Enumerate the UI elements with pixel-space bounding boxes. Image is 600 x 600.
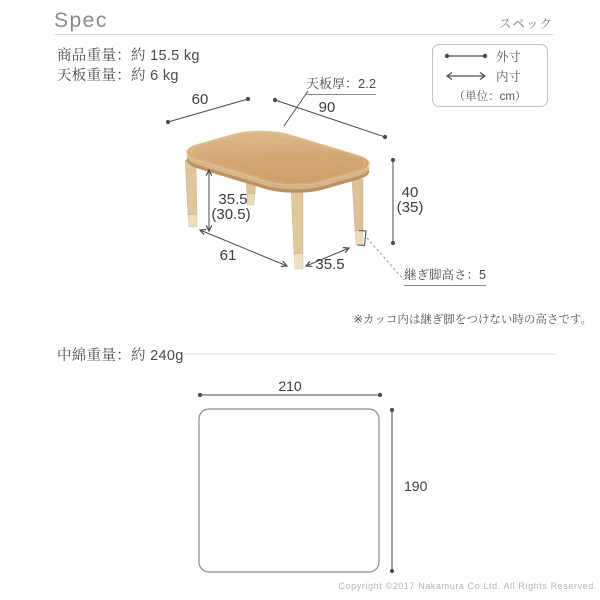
dim-clearance-alt-label: (30.5) xyxy=(211,206,251,223)
dim-clearance-label: 35.5 xyxy=(218,191,248,208)
legend-inner-row xyxy=(443,67,537,85)
futon-outline xyxy=(199,409,379,572)
futon-width-label: 210 xyxy=(278,378,302,394)
dim-inner-width-label: 61 xyxy=(219,247,237,264)
legend-outer-label: 外寸 xyxy=(496,49,522,64)
futon-height-label: 190 xyxy=(404,478,428,494)
filling-weight-text: 中綿重量：約 240g xyxy=(57,348,184,364)
outer-dimension-icon xyxy=(443,51,489,61)
product-weight-text: 商品重量：約 15.5 kg xyxy=(57,48,200,64)
copyright-text: Copyright ©2017 Nakamura Co.Ltd. All Rights Reserved. xyxy=(338,581,597,591)
header-divider xyxy=(55,34,553,35)
dim-height-alt-label: (35) xyxy=(396,199,424,216)
inner-dimension-icon xyxy=(443,71,489,81)
dimension-legend xyxy=(432,44,548,107)
page-title-ja: スペック xyxy=(498,17,553,31)
legend-outer-row xyxy=(443,47,537,65)
dim-height-label: 40 xyxy=(401,184,419,201)
dim-width-label: 90 xyxy=(318,99,336,116)
legend-unit-label: （単位：cm） xyxy=(453,90,527,103)
extension-leg-marker xyxy=(358,231,405,281)
dim-inner-depth-label: 35.5 xyxy=(315,256,345,273)
futon-diagram xyxy=(184,354,557,573)
extension-leg-label: 継ぎ脚高さ：5 xyxy=(404,265,486,286)
legend-inner-label: 内寸 xyxy=(496,69,522,84)
top-thickness-label: 天板厚：2.2 xyxy=(306,73,376,95)
dim-depth-label: 60 xyxy=(191,91,209,108)
page-title: Spec xyxy=(54,9,108,32)
kotatsu-table-illustration xyxy=(166,91,404,280)
parentheses-note: ※カッコ内は継ぎ脚をつけない時の高さです。 xyxy=(353,314,592,326)
top-board-weight-text: 天板重量：約 6 kg xyxy=(57,68,179,84)
